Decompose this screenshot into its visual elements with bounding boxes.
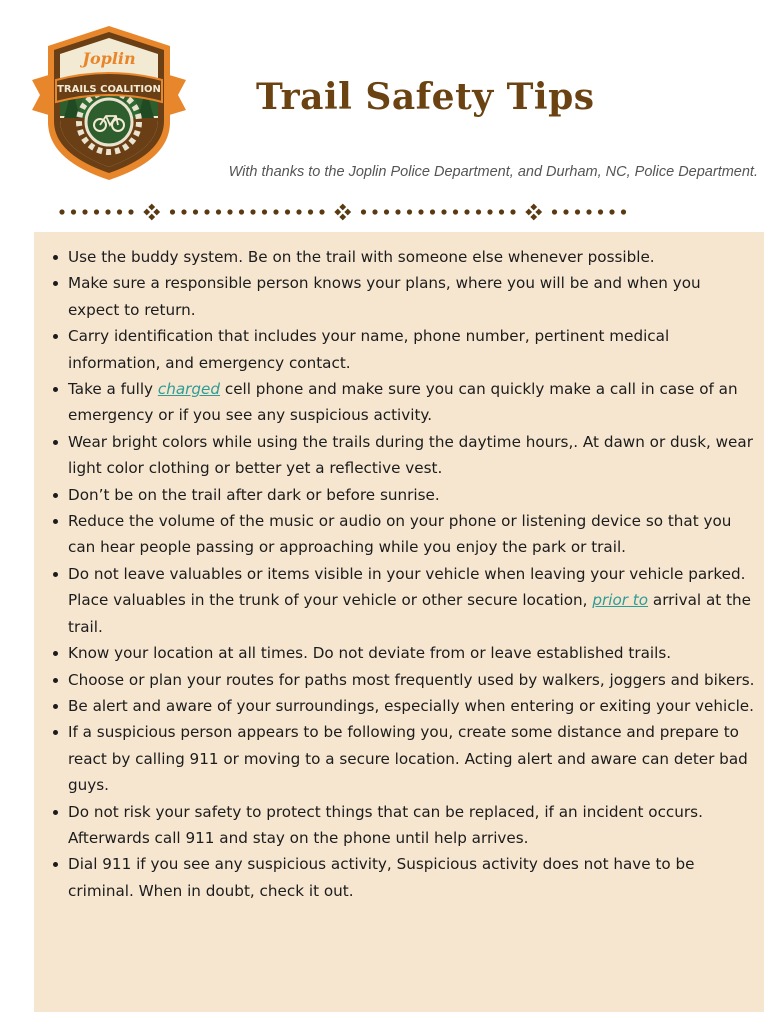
divider-dot (621, 209, 626, 214)
divider-dot (575, 209, 580, 214)
divider-dot (216, 209, 221, 214)
divider-dot (487, 209, 492, 214)
divider-dot (476, 209, 481, 214)
tips-panel (34, 232, 764, 1012)
prior-to-link[interactable]: prior to (592, 591, 649, 610)
divider-ornament-icon (143, 204, 160, 221)
divider-dot (239, 209, 244, 214)
divider-dot (384, 209, 389, 214)
divider-dot (71, 209, 76, 214)
divider-dot (418, 209, 423, 214)
divider-dot (441, 209, 446, 214)
divider-dot (59, 209, 64, 214)
divider-dot (453, 209, 458, 214)
divider-dot (296, 209, 301, 214)
divider-dot (181, 209, 186, 214)
tip-item: Wear bright colors while using the trails during the daytime hours,. At dawn or dusk, wear light color clothing or better yet a reflective vest. (68, 429, 756, 482)
tip-item: Be alert and aware of your surroundings, especially when entering or exiting your vehicle. (68, 693, 756, 719)
tip-item: Do not leave valuables or items visible in your vehicle when leaving your vehicle parked. Place valuables in the trunk of your vehicle or other secure location, prior to arrival at the trail. (68, 561, 756, 640)
divider-dot (464, 209, 469, 214)
divider-dot (94, 209, 99, 214)
divider-dot (499, 209, 504, 214)
divider-dot (552, 209, 557, 214)
tip-item: Choose or plan your routes for paths most frequently used by walkers, joggers and bikers. (68, 667, 756, 693)
divider-dot (82, 209, 87, 214)
tip-item: Don’t be on the trail after dark or before sunrise. (68, 482, 756, 508)
divider-dot (193, 209, 198, 214)
divider-dot (170, 209, 175, 214)
divider-dot (598, 209, 603, 214)
acknowledgement-subtitle: With thanks to the Joplin Police Department, and Durham, NC, Police Department. (228, 164, 758, 180)
tip-item: If a suspicious person appears to be following you, create some distance and prepare to react by calling 911 or moving to a secure location. Acting alert and aware can deter bad guys. (68, 719, 756, 798)
tip-item: Use the buddy system. Be on the trail with someone else whenever possible. (68, 244, 756, 270)
tip-item: Carry identification that includes your name, phone number, pertinent medical information, and emergency contact. (68, 323, 756, 376)
tip-item: Reduce the volume of the music or audio on your phone or listening device so that you can hear people passing or approaching while you enjoy the park or trail. (68, 508, 756, 561)
divider-dot (372, 209, 377, 214)
divider-dot (510, 209, 515, 214)
charged-link[interactable]: charged (157, 380, 221, 399)
divider-dot (273, 209, 278, 214)
divider-dot (609, 209, 614, 214)
divider-dot (586, 209, 591, 214)
divider-ornament-icon (525, 204, 542, 221)
divider-dot (117, 209, 122, 214)
divider-ornament-icon (334, 204, 351, 221)
divider-dot (262, 209, 267, 214)
divider-dot (250, 209, 255, 214)
tip-item: Do not risk your safety to protect things that can be replaced, if an incident occurs. Afterwards call 911 and stay on the phone until help arrives. (68, 799, 756, 852)
divider-dot (285, 209, 290, 214)
divider-dot (407, 209, 412, 214)
divider-dot (395, 209, 400, 214)
tip-item: Dial 911 if you see any suspicious activity, Suspicious activity does not have to be criminal. When in doubt, check it out. (68, 851, 756, 904)
page-title: Trail Safety Tips (256, 76, 595, 118)
tip-item: Take a fully charged cell phone and make sure you can quickly make a call in case of an emergency or if you see any suspicious activity. (68, 376, 756, 429)
svg-text:Joplin: Joplin (82, 49, 136, 68)
svg-text:TRAILS COALITION: TRAILS COALITION (57, 84, 161, 95)
divider-dot (361, 209, 366, 214)
divider-dot (319, 209, 324, 214)
dotted-divider (58, 201, 728, 223)
divider-dot (204, 209, 209, 214)
divider-dot (308, 209, 313, 214)
joplin-trails-coalition-logo (30, 22, 188, 184)
tip-item: Make sure a responsible person knows your plans, where you will be and when you expect to return. (68, 270, 756, 323)
divider-dot (227, 209, 232, 214)
tip-item: Know your location at all times. Do not deviate from or leave established trails. (68, 640, 756, 666)
divider-dot (430, 209, 435, 214)
divider-dot (105, 209, 110, 214)
tips-list (34, 232, 764, 904)
divider-dot (128, 209, 133, 214)
divider-dot (563, 209, 568, 214)
